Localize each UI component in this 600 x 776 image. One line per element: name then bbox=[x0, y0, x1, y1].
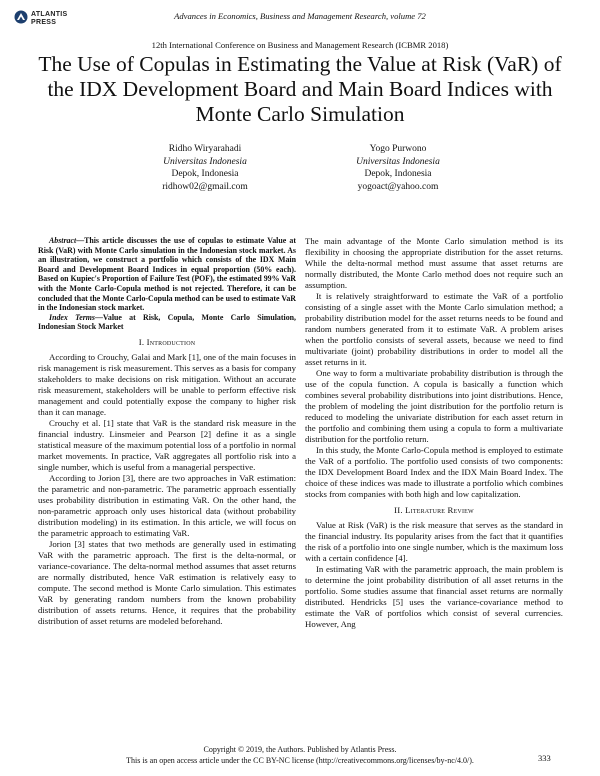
author-location: Depok, Indonesia bbox=[364, 169, 432, 179]
abstract bbox=[38, 236, 296, 313]
section-heading-literature-review bbox=[305, 505, 563, 516]
paragraph: According to Jorion [3], there are two approaches in VaR estimation: the parametric and non-parametric. The parametric approach essentially uses probability distribution in estimating VaR. On the other hand, the non-parametric approach only uses historical data (without probability distribution modeling) in its estimation. In this article, we will focus on the parametric approach to estimating VaR. bbox=[38, 472, 296, 538]
author-name: Ridho Wiryarahadi bbox=[168, 144, 242, 154]
paragraph: Value at Risk (VaR) is the risk measure that serves as the standard in the financial industry. Its popularity arises from the fact that it quantifies the risk of a portfolio into one single number, which is the maximum loss with a certain confidence [4]. bbox=[305, 520, 563, 563]
paragraph: The main advantage of the Monte Carlo simulation method is its flexibility in choosing the appropriate distribution for the asset returns. While the delta-normal method must assume that asset returns are normally distributed, the Monte Carlo method does not require such an assumption. bbox=[305, 236, 563, 290]
author-email: yogoact@yahoo.com bbox=[357, 181, 439, 192]
logo-line-2: PRESS bbox=[31, 19, 57, 26]
abstract-text: —This article discusses the use of copulas to estimate Value at Risk (VaR) with Monte Carlo simulation in the Indonesian stock market. As an illustration, we construct a portfolio which consists of the IDX Main Board and Development Board Indices in equal proportion (50% each). Based on Kupiec's Proportion of Failure Test (POF), the estimated 99% VaR with the Monte Carlo-Copula method is not rejected. Therefore, it can be concluded that the Monte Carlo-Copula method can be used to estimate VaR in the Indonesian stock market. bbox=[38, 236, 296, 313]
left-column bbox=[38, 236, 296, 627]
paragraph: It is relatively straightforward to estimate the VaR of a portfolio consisting of a single asset with the Monte Carlo simulation method; a probability distribution model for the asset returns needs to be found and random numbers generated from it to estimate VaR. A problem arises when the portfolio consists of several assets, because we need to find multivariate (joint) probability distributions in order to model all the asset returns in it. bbox=[305, 291, 563, 367]
author-block bbox=[308, 143, 488, 193]
section-number: II. bbox=[394, 505, 403, 515]
paper-title: The Use of Copulas in Estimating the Value at Risk (VaR) of the IDX Development Board and Main Board Indices with Monte Carlo Simulation bbox=[38, 52, 562, 126]
index-terms bbox=[38, 313, 296, 332]
author-email: ridhow02@gmail.com bbox=[162, 181, 248, 192]
paragraph: According to Crouchy, Galai and Mark [1], one of the main focuses in risk management is risk measurement. This serves as a basis for company stakeholders to make decisions on risk mitigation. Without an accurate risk measurement, stakeholders will be unable to perform effective risk management and could potentially expose the company to higher risk than it can manage. bbox=[38, 351, 296, 417]
author-name: Yogo Purwono bbox=[369, 144, 427, 154]
paragraph: Jorion [3] states that two methods are generally used in estimating VaR with the parametric approach. The first is the delta-normal, or variance-covariance. The delta-normal method assumes that asset returns are normally distributed, hence VaR estimation is relatively easy to compute. The second method is Monte Carlo simulation. This estimates VaR by generating random numbers from the known probability distribution of assets returns. Hence, it requires that the probability distribution of asset returns are modeled beforehand. bbox=[38, 538, 296, 626]
author-location: Depok, Indonesia bbox=[171, 169, 239, 179]
conference-header: 12th International Conference on Business and Management Research (ICBMR 2018) bbox=[151, 40, 449, 50]
journal-header: Advances in Economics, Business and Management Research, volume 72 bbox=[174, 11, 426, 21]
footer-license: This is an open access article under the CC BY-NC license (http://creativecommons.org/licenses/by-nc/4.0/). bbox=[126, 756, 474, 765]
section-title: Literature Review bbox=[405, 505, 474, 515]
section-heading-introduction bbox=[38, 337, 296, 348]
paragraph: In estimating VaR with the parametric approach, the main problem is to determine the joint probability distribution of all asset returns in the portfolio. Some studies assume that financial asset returns are normally distributed. Hendricks [5] uses the variance-covariance method to estimate the VaR of portfolios which consist of several currencies. However, Ang bbox=[305, 564, 563, 629]
abstract-label: Abstract bbox=[49, 236, 77, 245]
page-number: 333 bbox=[538, 753, 551, 763]
paragraph: In this study, the Monte Carlo-Copula method is employed to estimate the VaR of a portfolio. The portfolio used consists of two components: the IDX Development Board Index and the IDX Main Board Index. The choice of these indices was made to illustrate a portfolio which combines stocks from companies with both high and low capitalization. bbox=[305, 445, 563, 499]
author-block bbox=[115, 143, 295, 193]
author-affiliation: Universitas Indonesia bbox=[163, 156, 247, 167]
author-affiliation: Universitas Indonesia bbox=[356, 156, 440, 167]
index-terms-text: —Value at Risk, Copula, Monte Carlo Simulation, Indonesian Stock Market bbox=[38, 312, 297, 332]
logo-line-1: ATLANTIS bbox=[31, 11, 68, 18]
section-title: Introduction bbox=[146, 336, 196, 347]
footer-copyright: Copyright © 2019, the Authors. Published by Atlantis Press. bbox=[203, 745, 397, 754]
section-number: I. bbox=[138, 336, 145, 347]
paragraph: Crouchy et al. [1] state that VaR is the standard risk measure in the financial industry. Linsmeier and Pearson [2] define it as a single statistical measure of the maximum potential loss of a portfolio in normal market movements. In practice, VaR aggregates all portfolio risk into a single number, which is useful from a managerial perspective. bbox=[38, 417, 296, 472]
right-column bbox=[305, 236, 563, 630]
index-terms-label: Index Terms bbox=[49, 312, 96, 322]
paragraph: One way to form a multivariate probability distribution is through the use of the copula function. A copula is basically a function which combines several probability distributions into joint distributions. Hence, the problem of modeling the joint distribution for the portfolio return is reduced to modeling the univariate distribution for each asset return in the portfolio and combining them using a copula to form a multivariate distribution for the portfolio return. bbox=[305, 368, 563, 444]
